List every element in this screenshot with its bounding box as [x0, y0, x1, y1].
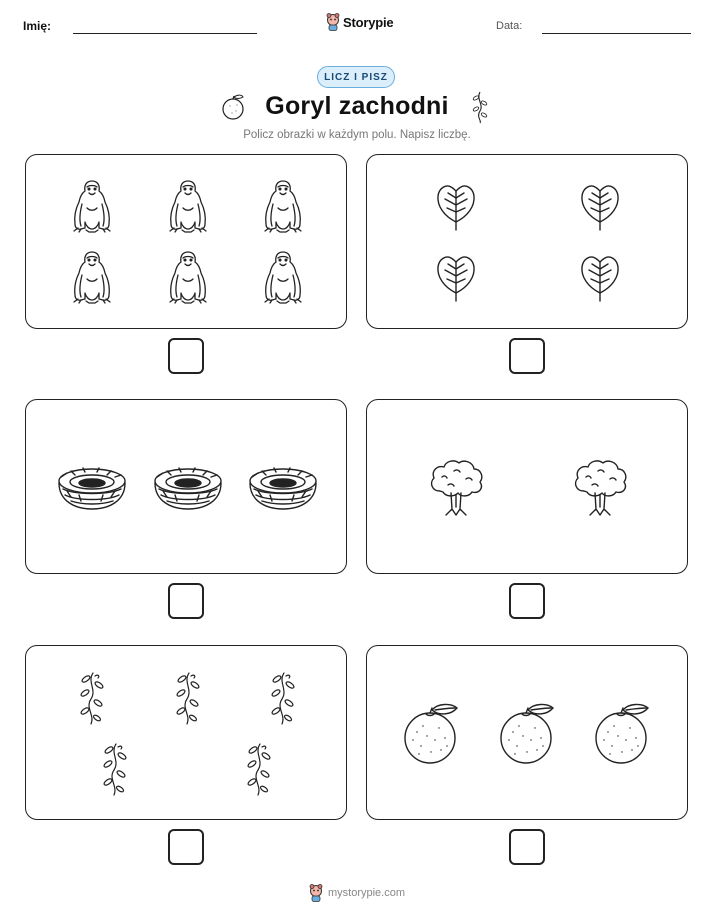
vine-icon [268, 670, 298, 726]
answer-box-leaf[interactable] [509, 338, 545, 374]
date-write-line[interactable] [542, 33, 691, 34]
counting-panel-nest [25, 399, 347, 574]
leaf-icon [578, 180, 622, 232]
leaf-icon [434, 180, 478, 232]
answer-box-nest[interactable] [168, 583, 204, 619]
page-title: Goryl zachodni [265, 92, 449, 120]
gorilla-icon [67, 178, 117, 234]
counting-panel-orange [366, 645, 688, 820]
leaf-icon [578, 251, 622, 303]
gorilla-icon [258, 178, 308, 234]
gorilla-icon [163, 178, 213, 234]
name-write-line[interactable] [73, 33, 257, 34]
title-row [0, 90, 714, 126]
nest-icon [246, 463, 320, 513]
brand-logo [326, 13, 393, 31]
gorilla-icon [258, 249, 308, 305]
vine-icon [100, 741, 130, 797]
worksheet-header [0, 0, 714, 50]
mascot-icon [309, 884, 323, 902]
answer-box-gorilla[interactable] [168, 338, 204, 374]
vine-icon [470, 90, 490, 124]
orange-icon [497, 702, 561, 766]
tree-icon [426, 457, 486, 519]
counting-panel-leaf [366, 154, 688, 329]
leaf-icon [434, 251, 478, 303]
footer [0, 884, 714, 902]
vine-icon [77, 670, 107, 726]
date-label: Data: [496, 20, 523, 32]
counting-panel-tree [366, 399, 688, 574]
vine-icon [173, 670, 203, 726]
footer-url: mystorypie.com [327, 887, 406, 899]
counting-panel-gorilla [25, 154, 347, 329]
vine-icon [244, 741, 274, 797]
brand-name: Storypie [343, 14, 394, 30]
counting-panel-vine [25, 645, 347, 820]
mascot-icon [326, 13, 340, 31]
instructions: Policz obrazki w każdym polu. Napisz liczbę. [243, 129, 471, 141]
answer-box-tree[interactable] [509, 583, 545, 619]
nest-icon [151, 463, 225, 513]
answer-box-vine[interactable] [168, 829, 204, 865]
answer-box-orange[interactable] [509, 829, 545, 865]
activity-badge: LICZ I PISZ [317, 66, 395, 88]
nest-icon [55, 463, 129, 513]
orange-icon [401, 702, 465, 766]
tree-icon [570, 457, 630, 519]
gorilla-icon [163, 249, 213, 305]
gorilla-icon [67, 249, 117, 305]
name-label: Imię: [23, 19, 52, 33]
orange-icon [592, 702, 656, 766]
